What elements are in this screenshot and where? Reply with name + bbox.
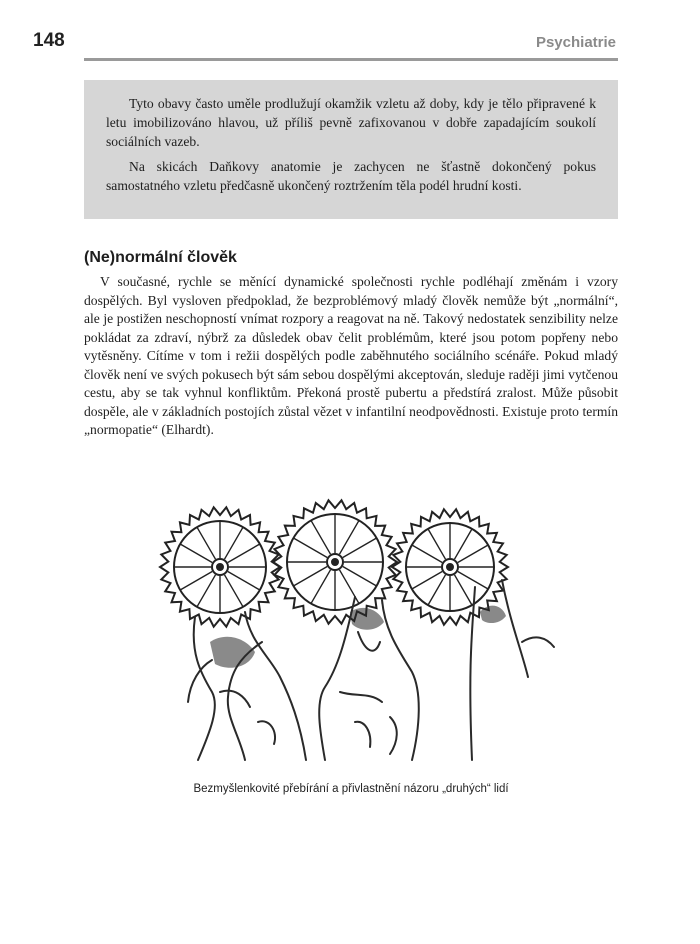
gear-2 — [273, 500, 397, 623]
running-head: Psychiatrie — [535, 34, 616, 51]
header-rule — [84, 58, 618, 61]
page-number: 148 — [33, 30, 65, 51]
highlight-box — [84, 80, 618, 219]
box-paragraph: Na skicách Daňkovy anatomie je zachycen ne šťastně dokončený pokus samostatného vzletu předčasně ukončený roztržením těla podél hrudní kosti. — [106, 159, 596, 193]
gear-1 — [160, 507, 280, 626]
body-paragraph: V současné, rychle se měnící dynamické společnosti rychle podléhají změnám i vzory dospělých. Byl vysloven předpoklad, že bezproblémový mladý člověk nemůže být „normální“, ale je postižen neschopností vnímat rozpory a reagovat na ně. Takový nedostatek senzibility nelze pokládat za zdraví, nýbrž za důsledek obav čelit problémům, které jsou potom popřeny nebo vytěsněny. Cítíme v tom i režii dospělých podle zaběhnutého sociálního scénáře. Pokud mladý člověk není ve svých pokusech být sám sebou dospělými akceptován, sleduje raději jimi vytčenou cestu, aby se tak vyhnul konfliktům. Překoná prostě pubertu a předstírá zralost. Může působit dospěle, ale v základních postojích zůstal vězet v infantilní neodpovědnosti. Existuje proto termín „normopatie“ (Elhardt). — [84, 274, 618, 437]
figure-caption: Bezmyšlenkovité přebírání a přivlastnění názoru „druhých“ lidí — [193, 783, 509, 795]
gear-heads-illustration — [150, 492, 570, 768]
section-title: (Ne)normální člověk — [84, 249, 237, 266]
box-paragraph: Tyto obavy často uměle prodlužují okamžik vzletu až doby, kdy je tělo připravené k letu imobilizováno hlavou, už příliš pevně zafixovanou v dobře zapadajícím soukolí sociálních vazeb. — [106, 96, 596, 149]
figure-illustration — [150, 492, 570, 768]
